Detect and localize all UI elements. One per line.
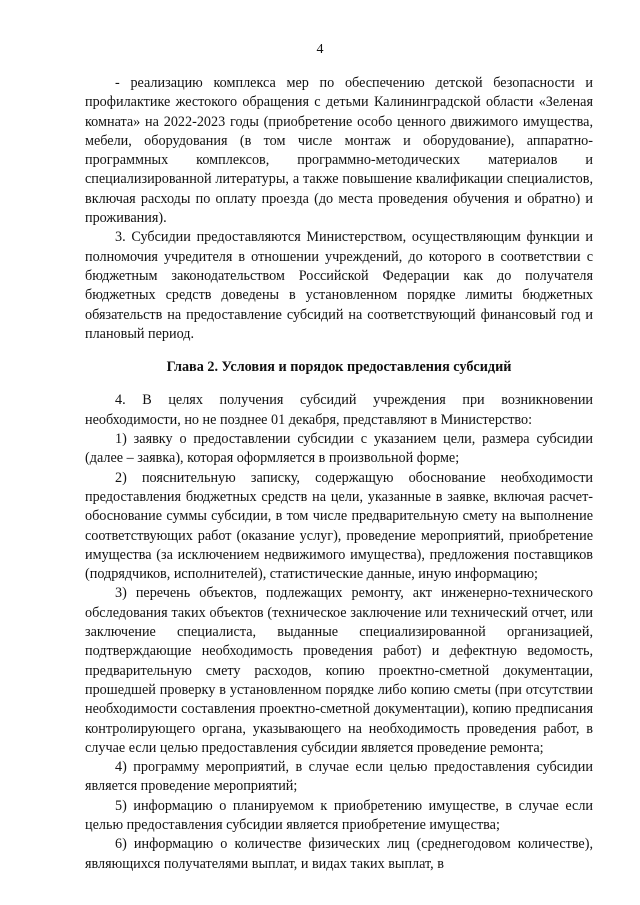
- page-number: 4: [316, 42, 324, 57]
- paragraph-3: 3. Субсидии предоставляются Министерством, осуществляющим функции и полномочия учредителя в отношении учреждений, до которого в соответствии с бюджетным законодательством Российской Федерации как до получателя бюджетных средств доведены в установленном порядке лимиты бюджетных обязательств на предоставление субсидий на соответствующий финансовый год и плановый период.: [85, 229, 593, 342]
- paragraph-green-room: - реализацию комплекса мер по обеспечению детской безопасности и профилактике жестокого обращения с детьми Калининградской области «Зеленая комната» на 2022-2023 годы (приобретение особо ценного движимого имущества, мебели, оборудования (в том числе монтаж и оборудование), аппаратно-программных комплексов, программно-методических материалов и специализированной литературы, а также повышение квалификации специалистов, включая расходы по оплату проезда (до места проведения обучения и обратно) и проживания).: [85, 75, 593, 227]
- list-item-6: 6) информацию о количестве физических лиц (среднегодовом количестве), являющихся получателями выплат, и видах таких выплат, в: [85, 836, 593, 872]
- document-body: [85, 74, 593, 874]
- list-item-4: 4) программу мероприятий, в случае если целью предоставления субсидии является проведение мероприятий;: [85, 759, 593, 795]
- list-item-3: 3) перечень объектов, подлежащих ремонту, акт инженерно-технического обследования таких объектов (техническое заключение или технический отчет, или заключение специалиста, выданные специализированной организацией, подтверждающие необходимость проведения работ) и дефектную ведомость, предварительную смету расходов, копию проектно-сметной документации, прошедшей проверку в установленном порядке либо копию сметы (при отсутствии необходимости составления проектно-сметной документации), копию предписания контролирующего органа, указывающего на необходимость проведения работ, в случае если целью предоставления субсидии является проведение ремонта;: [85, 585, 593, 756]
- chapter-heading: Глава 2. Условия и порядок предоставления субсидий: [166, 359, 512, 376]
- list-item-1: 1) заявку о предоставлении субсидии с указанием цели, размера субсидии (далее – заявка), которая оформляется в произвольной форме;: [85, 431, 593, 467]
- list-item-2: 2) пояснительную записку, содержащую обоснование необходимости предоставления бюджетных средств на цели, указанные в заявке, включая расчет-обоснование суммы субсидии, в том числе предварительную смету на выполнение соответствующих работ (оказание услуг), проведение мероприятий, приобретение имущества (за исключением недвижимого имущества), предложения поставщиков (подрядчиков, исполнителей), статистические данные, иную информацию;: [85, 469, 593, 583]
- list-item-5: 5) информацию о планируемом к приобретению имуществе, в случае если целью предоставления субсидии является приобретение имущества;: [85, 797, 593, 833]
- paragraph-4: 4. В целях получения субсидий учреждения при возникновении необходимости, но не позднее 01 декабря, представляют в Министерство:: [85, 392, 593, 428]
